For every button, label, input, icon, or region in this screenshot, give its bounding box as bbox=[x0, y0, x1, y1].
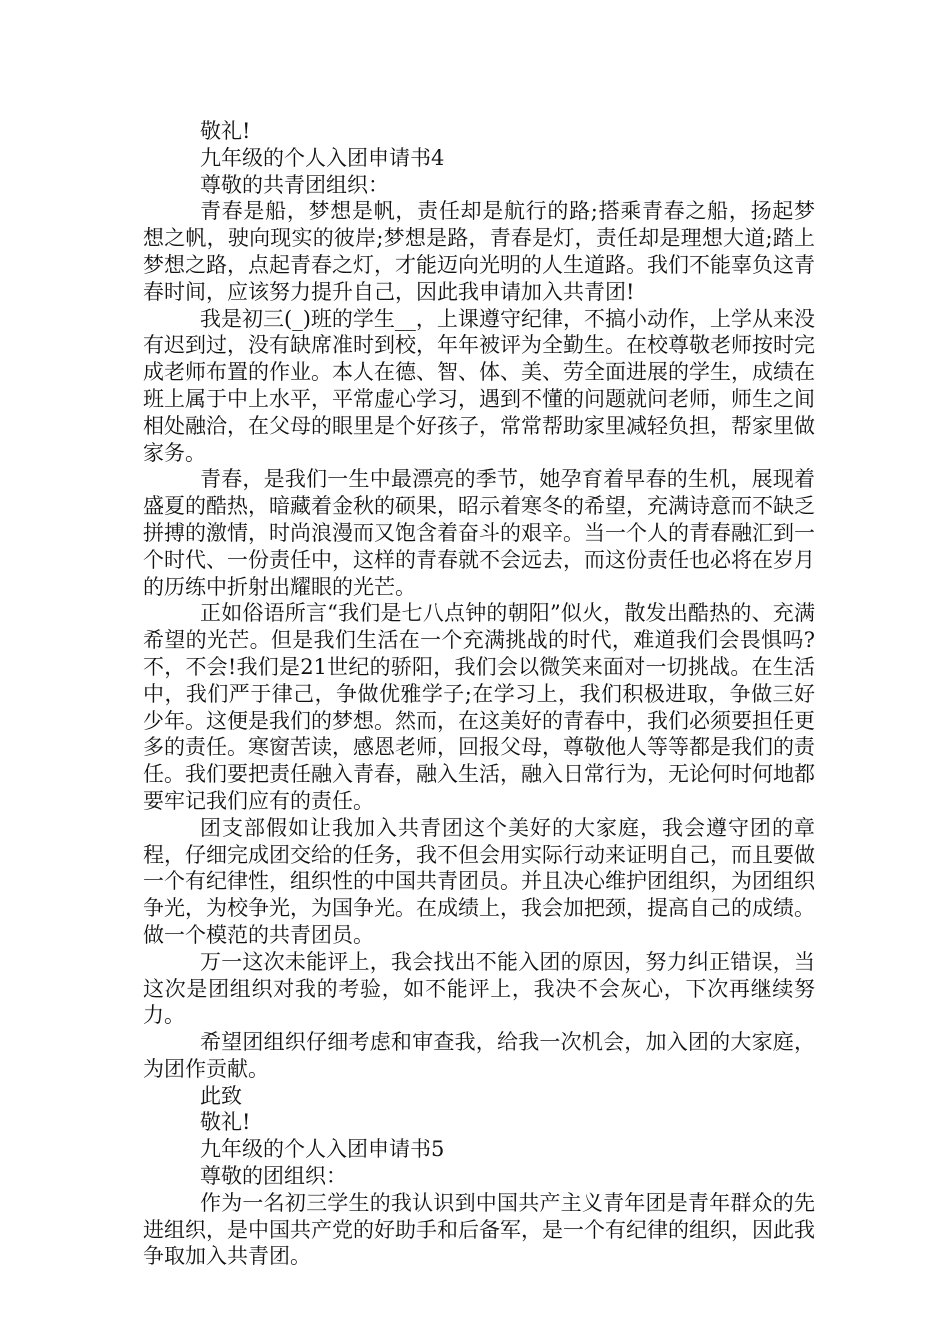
paragraph: 团支部假如让我加入共青团这个美好的大家庭，我会遵守团的章程，仔细完成团交给的任务，我不但会用实际行动来证明自己，而且要做一个有纪律性，组织性的中国共青团员。并且决心维护团组织，为团组织争光，为校争光，为国争光。在成绩上，我会加把颈，提高自己的成绩。做一个模范的共青团员。 bbox=[143, 815, 815, 947]
closing-phrase: 此致 bbox=[200, 1083, 242, 1108]
paragraph: 青春是船，梦想是帆，责任却是航行的路;搭乘青春之船，扬起梦想之帆，驶向现实的彼岸;梦想是路，青春是灯，责任却是理想大道;踏上梦想之路，点起青春之灯，才能迈向光明的人生道路。我们不能辜负这青春时间，应该努力提升自己，因此我申请加入共青团! bbox=[143, 199, 815, 304]
greeting: 尊敬的共青团组织： bbox=[200, 172, 389, 197]
paragraph: 正如俗语所言“我们是七八点钟的朝阳”似火，散发出酷热的、充满希望的光芒。但是我们生活在一个充满挑战的时代，难道我们会畏惧吗?不，不会!我们是21世纪的骄阳，我们会以微笑来面对一切挑战。在生活中，我们严于律己，争做优雅学子;在学习上，我们积极进取，争做三好少年。这便是我们的梦想。然而，在这美好的青春中，我们必须要担任更多的责任。寒窗苦读，感恩老师，回报父母，尊敬他人等等都是我们的责任。我们要把责任融入青春，融入生活，融入日常行为，无论何时何地都要牢记我们应有的责任。 bbox=[143, 601, 815, 813]
section-title-5: 九年级的个人入团申请书5 bbox=[200, 1137, 445, 1162]
document-body bbox=[143, 118, 815, 1270]
section-title-4: 九年级的个人入团申请书4 bbox=[200, 145, 445, 170]
paragraph: 青春，是我们一生中最漂亮的季节，她孕育着早春的生机，展现着盛夏的酷热，暗藏着金秋的硕果，昭示着寒冬的希望，充满诗意而不缺乏拼搏的激情，时尚浪漫而又饱含着奋斗的艰辛。当一个人的青春融汇到一个时代、一份责任中，这样的青春就不会远去，而这份责任也必将在岁月的历练中折射出耀眼的光芒。 bbox=[143, 467, 815, 599]
paragraph: 希望团组织仔细考虑和审查我，给我一次机会，加入团的大家庭，为团作贡献。 bbox=[143, 1030, 815, 1081]
closing-salute: 敬礼! bbox=[200, 1110, 251, 1135]
greeting: 尊敬的团组织： bbox=[200, 1164, 347, 1189]
closing-salute: 敬礼! bbox=[200, 119, 251, 143]
paragraph: 作为一名初三学生的我认识到中国共产主义青年团是青年群众的先进组织，是中国共产党的好助手和后备军，是一个有纪律的组织，因此我争取加入共青团。 bbox=[143, 1190, 815, 1269]
paragraph: 我是初三(_)班的学生__，上课遵守纪律，不搞小动作，上学从来没有迟到过，没有缺席准时到校，年年被评为全勤生。在校尊敬老师按时完成老师布置的作业。本人在德、智、体、美、劳全面进展的学生，成绩在班上属于中上水平，平常虚心学习，遇到不懂的问题就问老师，师生之间相处融洽，在父母的眼里是个好孩子，常常帮助家里减轻负担，帮家里做家务。 bbox=[143, 306, 815, 465]
paragraph: 万一这次未能评上，我会找出不能入团的原因，努力纠正错误，当这次是团组织对我的考验，如不能评上，我决不会灰心，下次再继续努力。 bbox=[143, 949, 815, 1028]
